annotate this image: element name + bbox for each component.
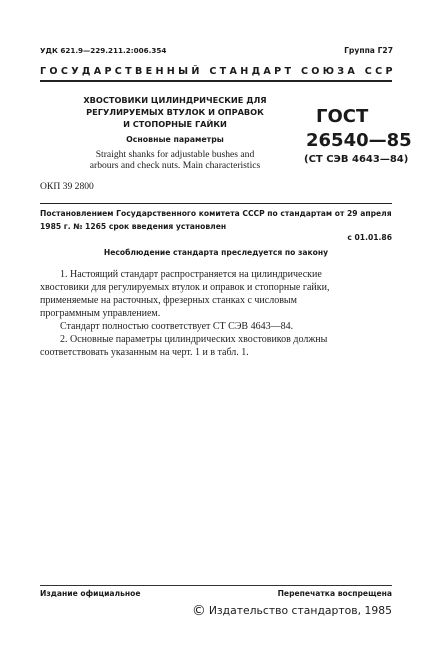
title-line-3: И СТОПОРНЫЕ ГАЙКИ [123,119,227,129]
top-divider [40,80,392,82]
footer-divider [40,585,392,586]
title-line-2: РЕГУЛИРУЕМЫХ ВТУЛОК И ОПРАВОК [86,107,264,117]
paragraph-1-line-4: программным управлением. [40,308,161,319]
gost-number: 26540—85 [306,130,412,151]
paragraph-1-line-3: применяемые на расточных, фрезерных станках с числовым [40,295,297,306]
paragraph-1-line-2: хвостовики для регулируемых втулок и оправок и стопорные гайки, [40,282,330,293]
paragraph-3-line-1: 2. Основные параметры цилиндрических хвостовиков должны [60,334,328,345]
state-standard-heading: ГОСУДАРСТВЕННЫЙ СТАНДАРТ СОЮЗА ССР [40,66,396,77]
subtitle: Основные параметры [126,135,224,144]
title-block [60,94,290,171]
english-title-line-1: Straight shanks for adjustable bushes and [95,149,255,160]
paragraph-1-line-1: 1. Настоящий стандарт распространяется на цилиндрические [60,269,322,280]
decree-line-2: 1985 г. № 1265 срок введения установлен [40,222,227,231]
copyright-icon: © [191,603,206,619]
udk-code: УДК 621.9—229.211.2:006.354 [40,46,167,55]
decree-line-1: Постановлением Государственного комитета СССР по стандартам от 29 апреля [40,209,392,218]
group-code: Группа Г27 [344,46,393,55]
body-text [40,268,392,359]
english-title-line-2: arbours and check nuts. Main characteristics [89,160,261,171]
paragraph-2: Стандарт полностью соответствует СТ СЭВ 4643—84. [60,321,294,332]
effective-date: с 01.01.86 [347,233,392,242]
copyright-text: Издательство стандартов, 1985 [208,604,392,617]
official-edition-label: Издание официальное [40,589,141,598]
reprint-prohibited-label: Перепечатка воспрещена [277,589,392,598]
middle-divider [40,203,392,204]
title-line-1: ХВОСТОВИКИ ЦИЛИНДРИЧЕСКИЕ ДЛЯ [83,95,267,105]
gost-label: ГОСТ [316,106,369,127]
copyright-line [192,603,392,619]
legal-notice: Несоблюдение стандарта преследуется по закону [103,248,329,257]
sev-reference: (СТ СЭВ 4643—84) [304,154,409,165]
paragraph-3-line-2: соответствовать указанным на черт. 1 и в табл. 1. [40,347,249,358]
okp-code: ОКП 39 2800 [40,181,94,192]
